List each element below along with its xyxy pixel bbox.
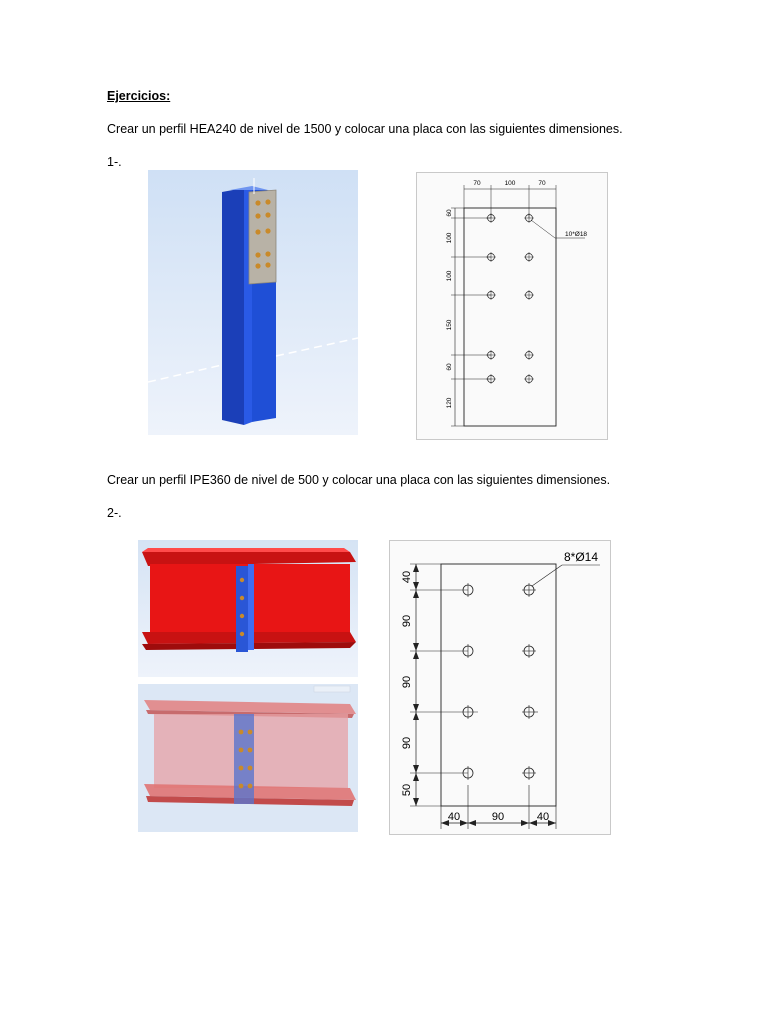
- side-dim-3: 100: [446, 270, 453, 282]
- exercise-1-statement: Crear un perfil HEA240 de nivel de 1500 y colocar una placa con las siguientes dimensiones.: [107, 122, 623, 136]
- bottom-dim-3: 40: [536, 811, 550, 823]
- side-dim-c: 90: [401, 675, 413, 689]
- side-dim-1: 60: [446, 209, 453, 217]
- side-dim-2: 100: [446, 232, 453, 244]
- side-dim-4: 150: [446, 319, 453, 331]
- bottom-dim-2: 90: [491, 811, 505, 823]
- top-dim-2: 100: [504, 180, 516, 187]
- hole-callout-1: 10*Ø18: [565, 231, 588, 238]
- side-dim-a: 40: [401, 570, 413, 584]
- hea240-column-render: [148, 170, 358, 435]
- side-dim-b: 90: [401, 614, 413, 628]
- top-dim-3: 70: [538, 180, 546, 187]
- top-dim-1: 70: [473, 180, 481, 187]
- bottom-dim-1: 40: [447, 811, 461, 823]
- exercises-heading: Ejercicios:: [107, 89, 171, 103]
- exercise-2-statement: Crear un perfil IPE360 de nivel de 500 y colocar una placa con las siguientes dimensiones.: [107, 473, 611, 487]
- side-dim-5: 60: [446, 363, 453, 371]
- side-dim-e: 50: [401, 783, 413, 797]
- plate-2-drawing: [389, 540, 611, 835]
- exercise-2-number: 2-.: [107, 506, 122, 520]
- side-dim-d: 90: [401, 736, 413, 750]
- exercise-1-number: 1-.: [107, 155, 122, 169]
- side-dim-6: 120: [446, 397, 453, 409]
- hole-callout-2: 8*Ø14: [564, 550, 599, 564]
- ipe360-transparent-render: [138, 684, 358, 832]
- plate-1-drawing: [416, 172, 608, 440]
- ipe360-beam-render: [138, 540, 358, 677]
